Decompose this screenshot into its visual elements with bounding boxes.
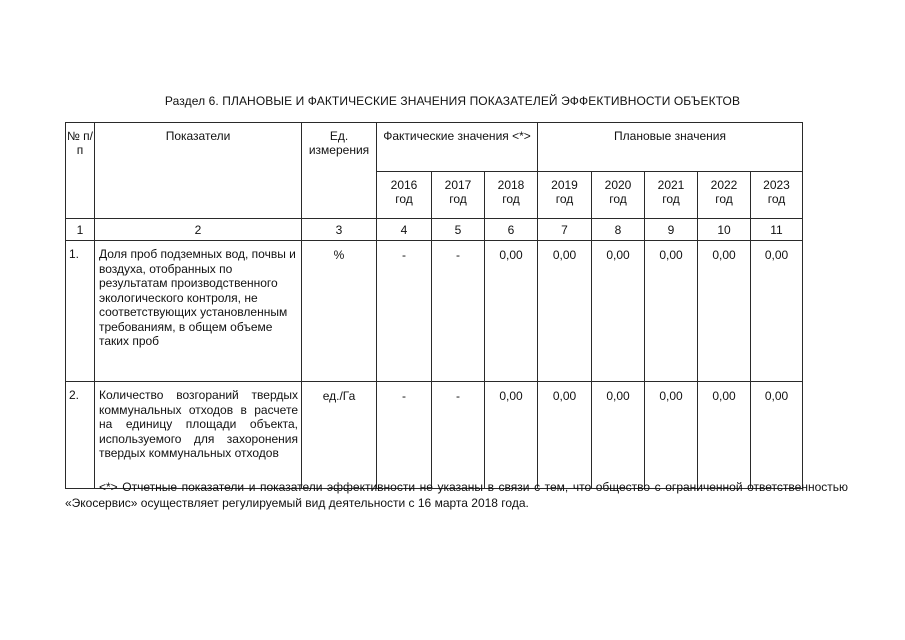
header-year: 2023 год bbox=[751, 172, 803, 219]
value-cell: 0,00 bbox=[698, 241, 751, 382]
value-cell: 0,00 bbox=[698, 382, 751, 489]
column-number: 3 bbox=[302, 219, 377, 241]
row-number: 1. bbox=[66, 241, 95, 382]
value-cell: 0,00 bbox=[592, 241, 645, 382]
value-cell: 0,00 bbox=[538, 382, 592, 489]
value-cell: 0,00 bbox=[751, 382, 803, 489]
column-number-row bbox=[66, 219, 803, 241]
header-year: 2019 год bbox=[538, 172, 592, 219]
value-cell: 0,00 bbox=[645, 241, 698, 382]
header-year: 2022 год bbox=[698, 172, 751, 219]
value-cell: - bbox=[377, 382, 432, 489]
column-number: 10 bbox=[698, 219, 751, 241]
indicator-name: Доля проб подземных вод, почвы и воздуха, отобранных по результатам производственного экологического контроля, не соответствующих установленным требованиям, в общем объеме таких проб bbox=[95, 241, 302, 382]
header-year: 2016 год bbox=[377, 172, 432, 219]
footnote: <*> Отчетные показатели и показатели эффективности не указаны в связи с тем, что общество с ограниченной ответственностью «Экосервис» осуществляет регулируемый вид деятельности с 16 марта 2018 года. bbox=[65, 480, 848, 510]
unit-cell: % bbox=[302, 241, 377, 382]
value-cell: 0,00 bbox=[592, 382, 645, 489]
value-cell: 0,00 bbox=[751, 241, 803, 382]
column-number: 7 bbox=[538, 219, 592, 241]
indicator-name: Количество возгораний твердых коммунальных отходов в расчете на единицу площади объекта, используемого для захоронения твердых коммунальных отходов bbox=[95, 382, 302, 489]
header-unit: Ед. измерения bbox=[302, 123, 377, 219]
column-number: 11 bbox=[751, 219, 803, 241]
header-year: 2020 год bbox=[592, 172, 645, 219]
column-number: 6 bbox=[485, 219, 538, 241]
table-row bbox=[66, 241, 803, 382]
table-row bbox=[66, 382, 803, 489]
value-cell: 0,00 bbox=[645, 382, 698, 489]
value-cell: - bbox=[432, 382, 485, 489]
header-year: 2018 год bbox=[485, 172, 538, 219]
header-num: № п/п bbox=[66, 123, 95, 219]
column-number: 8 bbox=[592, 219, 645, 241]
value-cell: 0,00 bbox=[538, 241, 592, 382]
column-number: 1 bbox=[66, 219, 95, 241]
column-number: 4 bbox=[377, 219, 432, 241]
header-year: 2017 год bbox=[432, 172, 485, 219]
header-planned-values: Плановые значения bbox=[538, 123, 803, 172]
row-number: 2. bbox=[66, 382, 95, 489]
value-cell: 0,00 bbox=[485, 382, 538, 489]
header-year: 2021 год bbox=[645, 172, 698, 219]
section-title: Раздел 6. ПЛАНОВЫЕ И ФАКТИЧЕСКИЕ ЗНАЧЕНИЯ ПОКАЗАТЕЛЕЙ ЭФФЕКТИВНОСТИ ОБЪЕКТОВ bbox=[164, 94, 741, 108]
header-indicators: Показатели bbox=[95, 123, 302, 219]
value-cell: 0,00 bbox=[485, 241, 538, 382]
column-number: 2 bbox=[95, 219, 302, 241]
header-actual-values: Фактические значения <*> bbox=[377, 123, 538, 172]
indicators-table bbox=[65, 122, 803, 489]
value-cell: - bbox=[377, 241, 432, 382]
unit-cell: ед./Га bbox=[302, 382, 377, 489]
column-number: 5 bbox=[432, 219, 485, 241]
value-cell: - bbox=[432, 241, 485, 382]
column-number: 9 bbox=[645, 219, 698, 241]
